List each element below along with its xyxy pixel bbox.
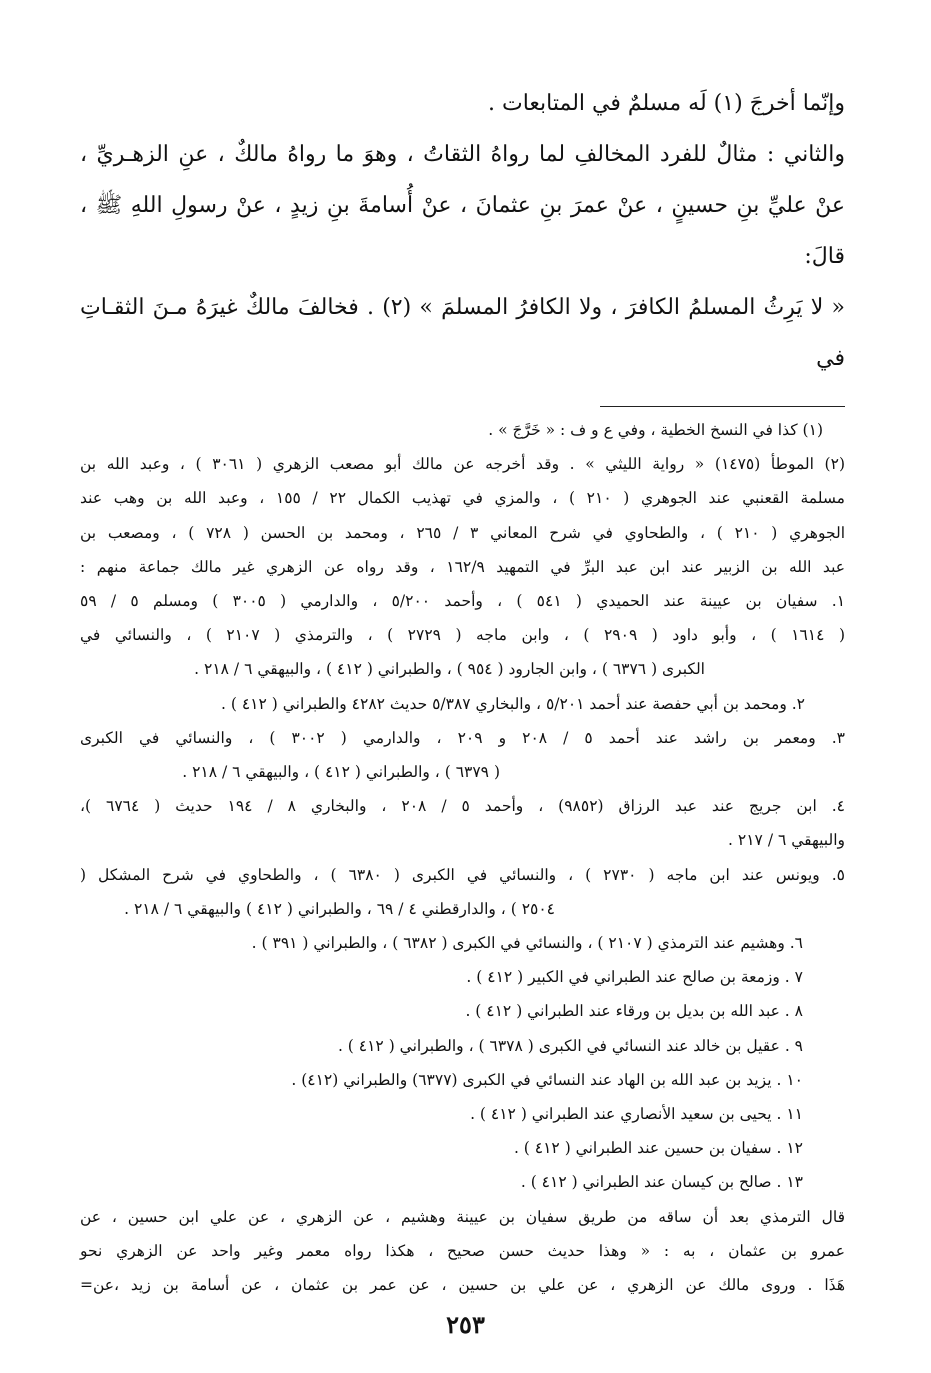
main-line: وإنّما أخرجَ (١) لَه مسلمٌ في المتابعات . [488,91,845,116]
main-line: عنْ عليِّ بنِ حسينٍ ، عنْ عمرَ بنِ عثمانَ ، عنْ أُسامةَ بنِ زيدٍ ، عنْ رسولِ اللهِ ﷺ ، قالَ: [80,193,845,269]
footnote-line: الجوهري ( ٢١٠ ) ، والطحاوي في شرح المعاني ٣ / ٢٦٥ ، ومحمد بن الحسن ( ٧٢٨ ) ، ومصعب بن [80,523,845,542]
footnote-line: ١٠ . يزيد بن عبد الله بن الهاد عند النسائي في الكبرى (٦٣٧٧) والطبراني (٤١٢) . [291,1070,803,1089]
footnote-line: ١٣ . صالح بن كيسان عند الطبراني ( ٤١٢ ) . [520,1173,803,1192]
footnote-line: قال الترمذي بعد أن ساقه من طريق سفيان بن عيينة وهشيم ، عن الزهري ، عن علي ابن حسين ، عن [80,1207,845,1226]
footnote-line: ٢٥٠٤ ) ، والدارقطني ٤ / ٦٩ ، والطبراني ( ٤١٢ ) والبيهقي ٦ / ٢١٨ . [124,899,555,918]
footnote-line: ٣. ومعمر بن راشد عند أحمد ٥ / ٢٠٨ و ٢٠٩ ، والدارمي ( ٣٠٠٢ ) ، والنسائي في الكبرى [80,728,845,747]
footnote-line: ١١ . يحيى بن سعيد الأنصاري عند الطبراني ( ٤١٢ ) . [470,1105,803,1124]
footnotes [80,413,845,1302]
footnote-line: ٢. ومحمد بن أبي حفصة عند أحمد ٥/٢٠١ ، والبخاري ٥/٣٨٧ حديث ٤٢٨٢ والطبراني ( ٤١٢ ) . [221,694,805,713]
main-text [80,78,845,384]
footnote-line: عمرو بن عثمان ، به : « وهذا حديث حسن صحيح ، هكذا رواه معمر وغير واحد عن الزهري نحو [80,1241,845,1260]
page-number: ٢٥٣ [446,1310,485,1339]
footnote-line: ١٢ . سفيان بن حسين عند الطبراني ( ٤١٢ ) . [513,1139,803,1158]
footnote-line: ٧ . وزمعة بن صالح عند الطبراني في الكبير ( ٤١٢ ) . [466,968,803,987]
footnote-line: عبد الله بن الزبير عند ابن عبد البرِّ في التمهيد ١٦٢/٩ ، وقد رواه عن الزهري غير مالك جماعة منهم : [80,557,845,576]
footnote-line: والبيهقي ٦ / ٢١٧ . [728,831,845,850]
footnote-line: ( ٦٣٧٩ ) ، والطبراني ( ٤١٢ ) ، والبيهقي ٦ / ٢١٨ . [182,763,500,782]
footnote-line: الكبرى ( ٦٣٧٦ ) ، وابن الجارود ( ٩٥٤ ) ، والطبراني ( ٤١٢ ) ، والبيهقي ٦ / ٢١٨ . [194,660,705,679]
footnote-line: ٦. وهشيم عند الترمذي ( ٢١٠٧ ) ، والنسائي في الكبرى ( ٦٣٨٢ ) ، والطبراني ( ٣٩١ ) . [251,934,803,953]
footnote-line: (١) كذا في النسخ الخطية ، وفي ع و ف : « خَرَّجَ » . [488,421,823,439]
footnote-line: هَذَا . وروى مالك عن الزهري ، عن علي بن حسين ، عن عمر بن عثمان ، عن أسامة بن زيد ،عن= [80,1276,845,1295]
main-line: والثاني : مثالٌ للفرد المخالفِ لما رواهُ الثقاتُ ، وهوَ ما رواهُ مالكٌ ، عنِ الزهـريِّ ، [80,142,845,167]
footnote-line: (٢) الموطأ (١٤٧٥) « رواية الليثي » . وقد أخرجه عن مالك أبو مصعب الزهري ( ٣٠٦١ ) ، وعبد الله بن [80,455,845,474]
footnote-line: ١. سفيان بن عيينة عند الحميدي ( ٥٤١ ) ، وأحمد ٥/٢٠٠ ، والدارمي ( ٣٠٠٥ ) ومسلم ٥ / ٥٩ [80,592,846,611]
page-body [80,78,845,1302]
footnote-line: ٨ . عبد الله بن بديل بن ورقاء عند الطبراني ( ٤١٢ ) . [465,1002,803,1021]
footnote-separator [600,406,845,407]
footnote-line: ( ١٦١٤ ) ، وأبو داود ( ٢٩٠٩ ) ، وابن ماجه ( ٢٧٢٩ ) ، والترمذي ( ٢١٠٧ ) ، والنسائي في [80,626,846,645]
main-line: « لا يَرِثُ المسلمُ الكافرَ ، ولا الكافرُ المسلمَ » (٢) . فخالفَ مالكٌ غيرَهُ مـنَ الثقـاتِ في [80,295,845,371]
footnote-line: ٤. ابن جريج عند عبد الرزاق (٩٨٥٢) ، وأحمد ٥ / ٢٠٨ ، والبخاري ٨ / ١٩٤ حديث ( ٦٧٦٤ )، [80,797,845,816]
footnote-line: ٩ . عقيل بن خالد عند النسائي في الكبرى ( ٦٣٧٨ ) ، والطبراني ( ٤١٢ ) . [337,1036,803,1055]
footnote-line: ٥. ويونس عند ابن ماجه ( ٢٧٣٠ ) ، والنسائي في الكبرى ( ٦٣٨٠ ) ، والطحاوي في شرح المشكل ( [80,865,845,884]
footnote-line: مسلمة القعنبي عند الجوهري ( ٢١٠ ) ، والمزي في تهذيب الكمال ٢٢ / ١٥٥ ، وعبد الله بن وهب عند [80,489,845,508]
